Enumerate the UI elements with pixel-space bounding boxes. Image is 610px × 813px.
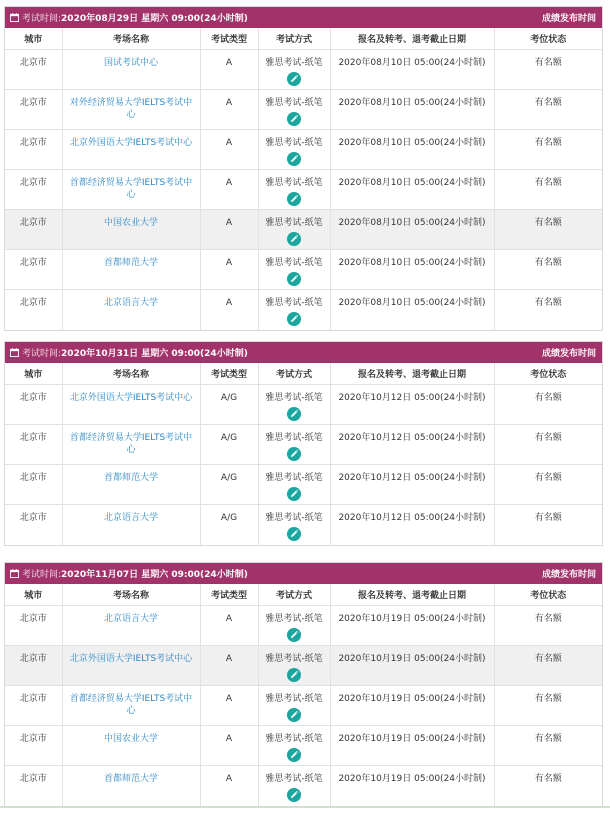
- col-status-cell: 有名额: [494, 425, 602, 465]
- col-venue-cell: [62, 505, 200, 545]
- pencil-icon[interactable]: [287, 628, 301, 642]
- col-venue-cell: [62, 90, 200, 130]
- col-deadline-cell: 2020年08月10日 05:00(24小时制): [330, 50, 494, 90]
- col-city-cell: 北京市: [5, 210, 62, 250]
- exam-mode-text: 雅思考试-纸笔: [265, 654, 323, 664]
- col-city-cell: 北京市: [5, 726, 62, 766]
- exam-mode-text: 雅思考试-纸笔: [265, 58, 323, 68]
- exam-session-table: [5, 28, 602, 330]
- col-status-cell: 有名额: [494, 210, 602, 250]
- table-row: [5, 50, 602, 90]
- col-city-cell: 北京市: [5, 385, 62, 425]
- venue-link[interactable]: 北京外国语大学IELTS考试中心: [69, 393, 193, 403]
- col-status-cell: 有名额: [534, 513, 562, 523]
- pencil-glyph: [287, 628, 301, 642]
- exam-session-block: [4, 341, 603, 546]
- col-city-cell: 北京市: [5, 686, 62, 726]
- pencil-icon[interactable]: [287, 72, 301, 86]
- exam-mode-text: 雅思考试-纸笔: [265, 513, 323, 523]
- col-mode-header: 考试方式: [258, 584, 330, 606]
- results-release-link[interactable]: 成绩发布时间: [541, 349, 596, 359]
- pencil-glyph: [287, 668, 301, 682]
- exam-mode-text: 雅思考试-纸笔: [265, 258, 323, 268]
- pencil-icon[interactable]: [287, 487, 301, 501]
- col-venue-cell: [62, 130, 200, 170]
- col-deadline-cell: 2020年08月10日 05:00(24小时制): [330, 130, 494, 170]
- col-type-header: 考试类型: [200, 28, 258, 50]
- col-deadline-header: 报名及转考、退考截止日期: [330, 363, 494, 385]
- pencil-icon[interactable]: [287, 152, 301, 166]
- pencil-icon[interactable]: [287, 527, 301, 541]
- col-city-cell: 北京市: [5, 465, 62, 505]
- venue-link[interactable]: 北京外国语大学IELTS考试中心: [69, 654, 193, 664]
- col-venue-cell: [62, 726, 200, 766]
- table-row: [5, 210, 602, 250]
- col-status-cell: 有名额: [534, 774, 562, 784]
- col-venue-cell: [62, 385, 200, 425]
- exam-mode-text: 雅思考试-纸笔: [265, 298, 323, 308]
- table-row: [5, 425, 602, 465]
- col-mode-cell: [258, 250, 330, 290]
- venue-link[interactable]: 北京语言大学: [103, 298, 158, 308]
- pencil-glyph: [287, 708, 301, 722]
- col-type-cell: A: [200, 130, 258, 170]
- col-deadline-cell: 2020年10月12日 05:00(24小时制): [330, 465, 494, 505]
- pencil-icon[interactable]: [287, 272, 301, 286]
- col-city-cell: 北京市: [5, 766, 62, 806]
- pencil-glyph: [287, 272, 301, 286]
- table-row: [5, 170, 602, 210]
- pencil-glyph: [287, 152, 301, 166]
- col-type-cell: A: [200, 686, 258, 726]
- col-venue-cell: [62, 766, 200, 806]
- pencil-icon[interactable]: [287, 232, 301, 246]
- pencil-icon[interactable]: [287, 447, 301, 461]
- col-type-cell: A: [200, 50, 258, 90]
- col-city-cell: 北京市: [5, 250, 62, 290]
- col-city-cell: 北京市: [5, 130, 62, 170]
- exam-session-header: [5, 563, 602, 584]
- venue-link[interactable]: 首都师范大学: [103, 473, 158, 483]
- col-status-cell: 有名额: [494, 726, 602, 766]
- venue-link[interactable]: 北京语言大学: [103, 513, 158, 523]
- col-type-cell: A: [200, 170, 258, 210]
- col-type-cell: A: [200, 726, 258, 766]
- col-type-cell: A: [200, 646, 258, 686]
- col-mode-cell: [258, 90, 330, 130]
- col-deadline-cell: 2020年10月19日 05:00(24小时制): [330, 686, 494, 726]
- pencil-icon[interactable]: [287, 708, 301, 722]
- venue-link[interactable]: 首都经济贸易大学IELTS考试中心: [69, 433, 193, 455]
- col-city-header: 城市: [5, 584, 62, 606]
- pencil-icon[interactable]: [287, 668, 301, 682]
- exam-session-title: [10, 346, 248, 359]
- pencil-icon[interactable]: [287, 407, 301, 421]
- col-mode-cell: [258, 425, 330, 465]
- col-venue-header: 考场名称: [62, 584, 200, 606]
- table-header-row: [5, 28, 602, 50]
- exam-time-label: 考试时间:: [22, 14, 62, 24]
- results-release-link[interactable]: 成绩发布时间: [541, 14, 596, 24]
- col-status-cell: 有名额: [494, 465, 602, 505]
- venue-link[interactable]: 北京语言大学: [103, 614, 158, 624]
- col-status-header: 考位状态: [494, 363, 602, 385]
- exam-mode-text: 雅思考试-纸笔: [265, 614, 323, 624]
- col-city-header: 城市: [5, 363, 62, 385]
- col-venue-cell: [62, 425, 200, 465]
- results-release-link[interactable]: 成绩发布时间: [541, 570, 596, 580]
- col-deadline-cell: 2020年10月19日 05:00(24小时制): [330, 646, 494, 686]
- venue-link[interactable]: 中国农业大学: [103, 734, 158, 744]
- col-city-cell: 北京市: [5, 505, 62, 545]
- col-deadline-cell: 2020年10月19日 05:00(24小时制): [330, 726, 494, 766]
- col-venue-cell: [62, 210, 200, 250]
- col-city-cell: 北京市: [5, 170, 62, 210]
- col-mode-cell: [258, 210, 330, 250]
- col-type-header: 考试类型: [200, 584, 258, 606]
- table-row: [5, 726, 602, 766]
- col-deadline-cell: 2020年08月10日 05:00(24小时制): [330, 210, 494, 250]
- col-deadline-header: 报名及转考、退考截止日期: [330, 28, 494, 50]
- venue-link[interactable]: 首都经济贸易大学IELTS考试中心: [69, 178, 193, 200]
- pencil-icon[interactable]: [287, 312, 301, 326]
- exam-session-block: [4, 562, 603, 807]
- col-mode-cell: [258, 686, 330, 726]
- venue-link[interactable]: 首都师范大学: [103, 258, 158, 268]
- table-row: [5, 130, 602, 170]
- exam-session-table: [5, 363, 602, 545]
- col-status-cell: 有名额: [494, 250, 602, 290]
- exam-time-label: 考试时间:: [22, 570, 62, 580]
- col-type-header: 考试类型: [200, 363, 258, 385]
- col-deadline-cell: 2020年10月12日 05:00(24小时制): [330, 425, 494, 465]
- table-row: [5, 90, 602, 130]
- table-row: [5, 606, 602, 646]
- pencil-glyph: [287, 312, 301, 326]
- exam-datetime: 2020年11月07日 星期六 09:00(24小时制): [61, 570, 248, 580]
- pencil-glyph: [287, 232, 301, 246]
- exam-session-block: [4, 6, 603, 331]
- col-venue-header: 考场名称: [62, 28, 200, 50]
- exam-mode-text: 雅思考试-纸笔: [265, 694, 323, 704]
- col-venue-cell: [62, 170, 200, 210]
- table-header-row: [5, 363, 602, 385]
- exam-session-header: [5, 342, 602, 363]
- pencil-glyph: [287, 72, 301, 86]
- col-city-cell: 北京市: [5, 606, 62, 646]
- exam-mode-text: 雅思考试-纸笔: [265, 393, 323, 403]
- col-venue-cell: [62, 50, 200, 90]
- col-status-cell: 有名额: [494, 385, 602, 425]
- col-deadline-cell: 2020年08月10日 05:00(24小时制): [330, 290, 494, 330]
- col-city-cell: 北京市: [5, 425, 62, 465]
- table-row: [5, 465, 602, 505]
- table-row: [5, 385, 602, 425]
- col-city-cell: 北京市: [5, 50, 62, 90]
- col-deadline-cell: 2020年08月10日 05:00(24小时制): [330, 170, 494, 210]
- col-mode-cell: [258, 646, 330, 686]
- col-type-cell: A/G: [200, 465, 258, 505]
- pencil-glyph: [287, 447, 301, 461]
- col-type-cell: A: [200, 210, 258, 250]
- col-city-cell: 北京市: [5, 646, 62, 686]
- col-type-cell: A: [200, 766, 258, 806]
- col-type-cell: A: [200, 250, 258, 290]
- exam-datetime: 2020年10月31日 星期六 09:00(24小时制): [61, 349, 248, 359]
- venue-link[interactable]: 对外经济贸易大学IELTS考试中心: [69, 98, 193, 120]
- col-city-header: 城市: [5, 28, 62, 50]
- col-status-cell: 有名额: [494, 170, 602, 210]
- col-mode-cell: [258, 465, 330, 505]
- calendar-icon: [10, 569, 19, 578]
- col-type-cell: A: [200, 90, 258, 130]
- exam-mode-text: 雅思考试-纸笔: [265, 433, 323, 443]
- pencil-icon[interactable]: [287, 112, 301, 126]
- calendar-icon: [10, 13, 19, 22]
- col-venue-cell: [62, 606, 200, 646]
- pencil-glyph: [287, 192, 301, 206]
- col-mode-cell: [258, 726, 330, 766]
- pencil-glyph: [287, 527, 301, 541]
- col-venue-cell: [62, 250, 200, 290]
- pencil-glyph: [287, 487, 301, 501]
- exam-mode-text: 雅思考试-纸笔: [265, 138, 323, 148]
- table-row: [5, 505, 602, 545]
- exam-mode-text: 雅思考试-纸笔: [265, 774, 323, 784]
- col-type-cell: A/G: [200, 505, 258, 545]
- col-mode-cell: [258, 505, 330, 545]
- col-status-cell: 有名额: [494, 130, 602, 170]
- col-deadline-cell: 2020年10月12日 05:00(24小时制): [330, 505, 494, 545]
- venue-link[interactable]: 首都师范大学: [103, 774, 158, 784]
- exam-datetime: 2020年08月29日 星期六 09:00(24小时制): [61, 14, 248, 24]
- calendar-icon: [10, 348, 19, 357]
- exam-session-table: [5, 584, 602, 806]
- col-deadline-cell: 2020年10月12日 05:00(24小时制): [330, 385, 494, 425]
- venue-link[interactable]: 国试考试中心: [103, 58, 158, 68]
- col-city-cell: 北京市: [5, 290, 62, 330]
- col-mode-cell: [258, 290, 330, 330]
- col-mode-header: 考试方式: [258, 28, 330, 50]
- col-mode-cell: [258, 606, 330, 646]
- pencil-glyph: [287, 112, 301, 126]
- col-mode-cell: [258, 130, 330, 170]
- col-type-cell: A: [200, 290, 258, 330]
- exam-session-title: [10, 11, 248, 24]
- col-mode-cell: [258, 385, 330, 425]
- table-row: [5, 766, 602, 806]
- col-venue-cell: [62, 646, 200, 686]
- exam-mode-text: 雅思考试-纸笔: [265, 734, 323, 744]
- exam-session-header: [5, 7, 602, 28]
- exam-time-label: 考试时间:: [22, 349, 62, 359]
- col-status-header: 考位状态: [494, 584, 602, 606]
- exam-mode-text: 雅思考试-纸笔: [265, 178, 323, 188]
- col-city-cell: 北京市: [5, 90, 62, 130]
- table-header-row: [5, 584, 602, 606]
- col-mode-header: 考试方式: [258, 363, 330, 385]
- col-deadline-cell: 2020年08月10日 05:00(24小时制): [330, 250, 494, 290]
- col-status-cell: 有名额: [494, 606, 602, 646]
- pencil-glyph: [287, 788, 301, 802]
- table-row: [5, 290, 602, 330]
- col-venue-cell: [62, 686, 200, 726]
- exam-mode-text: 雅思考试-纸笔: [265, 473, 323, 483]
- exam-mode-text: 雅思考试-纸笔: [265, 98, 323, 108]
- table-row: [5, 686, 602, 726]
- col-venue-header: 考场名称: [62, 363, 200, 385]
- pencil-icon[interactable]: [287, 788, 301, 802]
- col-type-cell: A: [200, 606, 258, 646]
- table-row: [5, 250, 602, 290]
- col-type-cell: A/G: [200, 385, 258, 425]
- col-status-cell: 有名额: [494, 646, 602, 686]
- pencil-icon[interactable]: [287, 748, 301, 762]
- col-status-cell: 有名额: [494, 90, 602, 130]
- venue-link[interactable]: 北京外国语大学IELTS考试中心: [69, 138, 193, 148]
- col-deadline-cell: 2020年08月10日 05:00(24小时制): [330, 90, 494, 130]
- pencil-glyph: [287, 748, 301, 762]
- col-mode-cell: [258, 766, 330, 806]
- col-status-cell: 有名额: [494, 686, 602, 726]
- venue-link[interactable]: 首都经济贸易大学IELTS考试中心: [69, 694, 193, 716]
- col-status-header: 考位状态: [494, 28, 602, 50]
- pencil-icon[interactable]: [287, 192, 301, 206]
- col-mode-cell: [258, 50, 330, 90]
- exam-session-title: [10, 567, 248, 580]
- col-type-cell: A/G: [200, 425, 258, 465]
- exam-mode-text: 雅思考试-纸笔: [265, 218, 323, 228]
- pencil-glyph: [287, 407, 301, 421]
- table-row: [5, 646, 602, 686]
- col-deadline-cell: 2020年10月19日 05:00(24小时制): [330, 766, 494, 806]
- col-mode-cell: [258, 170, 330, 210]
- venue-link[interactable]: 中国农业大学: [103, 218, 158, 228]
- col-venue-cell: [62, 290, 200, 330]
- col-venue-cell: [62, 465, 200, 505]
- col-status-cell: 有名额: [494, 50, 602, 90]
- col-status-cell: 有名额: [534, 298, 562, 308]
- col-deadline-cell: 2020年10月19日 05:00(24小时制): [330, 606, 494, 646]
- col-deadline-header: 报名及转考、退考截止日期: [330, 584, 494, 606]
